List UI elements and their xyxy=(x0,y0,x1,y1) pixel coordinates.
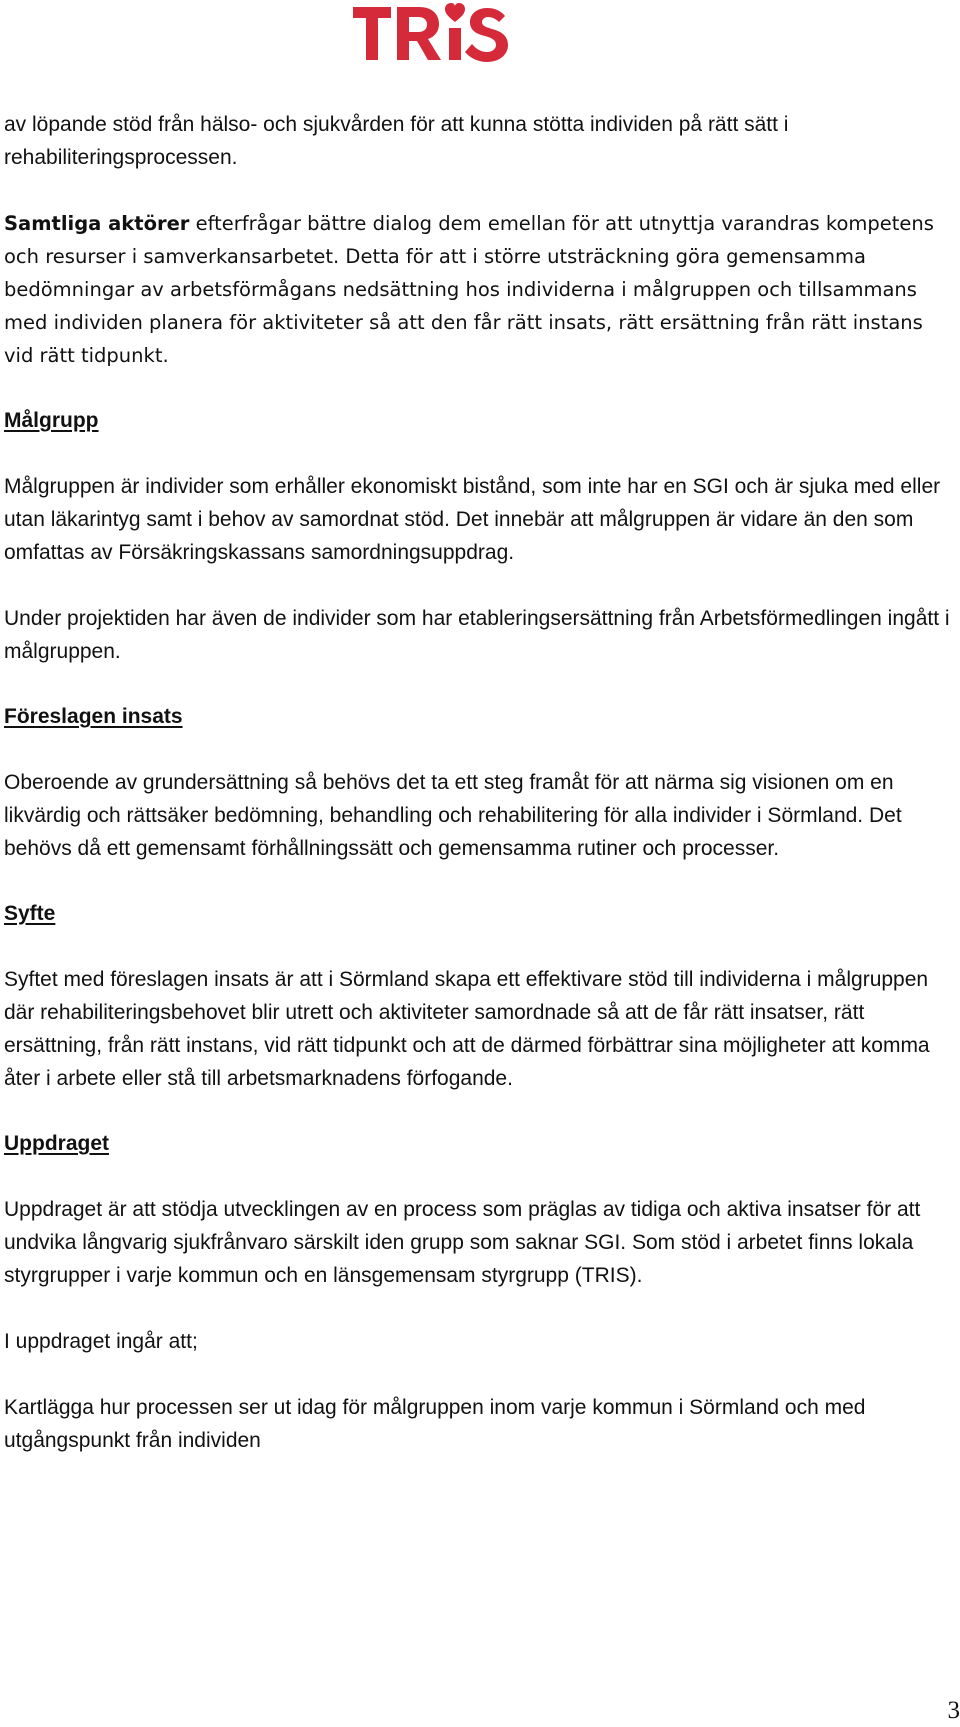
heading-foreslagen-insats: Föreslagen insats xyxy=(4,705,183,728)
paragraph-syfte: Syftet med föreslagen insats är att i Sörmland skapa ett effektivare stöd till individerna i målgruppen där rehabiliteringsbehovet blir utrett och aktiviteter samordnade så att de får rätt insatser, rätt ersättning, från rätt instans, vid rätt tidpunkt och att de därmed förbättrar sina möjligheter att komma åter i arbete eller stå till arbetsmarknadens förfogande. xyxy=(4,968,930,1090)
paragraph-aktorer-part1: efterfrågar bättre dialog dem emellan för att utnyttja varandras kompetens och resurser i samverkansarbetet. xyxy=(4,212,934,268)
page-number: 3 xyxy=(947,1697,960,1724)
paragraph-kartlagga: Kartlägga hur processen ser ut idag för målgruppen inom varje kommun i Sörmland och med utgångspunkt från individen xyxy=(4,1396,866,1452)
bold-lead: Samtliga aktörer xyxy=(4,212,190,235)
document-body xyxy=(4,108,954,1457)
paragraph-malgrupp: Målgruppen är individer som erhåller ekonomiskt bistånd, som inte har en SGI och är sjuka med eller utan läkarintyg samt i behov av samordnat stöd. Det innebär att målgruppen är vidare än den som omfattas av Försäkringskassans samordningsuppdrag. xyxy=(4,475,941,564)
tris-logo xyxy=(353,2,518,66)
heading-malgrupp: Målgrupp xyxy=(4,409,99,432)
paragraph-uppdraget: Uppdraget är att stödja utvecklingen av en process som präglas av tidiga och aktiva insatser för att undvika långvarig sjukfrånvaro särskilt iden grupp som saknar SGI. Som stöd i arbetet finns lokala styrgrupper i varje kommun och en länsgemensam styrgrupp (TRIS). xyxy=(4,1198,921,1287)
paragraph-foreslagen: Oberoende av grundersättning så behövs det ta ett steg framåt för att närma sig visionen om en likvärdig och rättsäker bedömning, behandling och rehabilitering för alla individer i Sörmland. Det behövs då ett gemensamt förhållningssätt och gemensamma rutiner och processer. xyxy=(4,771,902,860)
heading-syfte: Syfte xyxy=(4,902,56,925)
paragraph-ingar: I uppdraget ingår att; xyxy=(4,1330,198,1353)
paragraph-aktorer xyxy=(4,207,954,372)
heading-uppdraget: Uppdraget xyxy=(4,1132,109,1155)
paragraph-intro: av löpande stöd från hälso- och sjukvården för att kunna stötta individen på rätt sätt i rehabiliteringsprocessen. xyxy=(4,113,789,169)
paragraph-projekttid: Under projektiden har även de individer som har etableringsersättning från Arbetsförmedlingen ingått i målgruppen. xyxy=(4,607,950,663)
paragraph-aktorer-part2: Detta för att i större utsträckning göra gemensamma bedömningar av arbetsförmågans nedsättning hos individerna i målgruppen och tillsammans med individen planera för aktiviteter så att den får rätt insats, rätt ersättning från rätt instans vid rätt tidpunkt. xyxy=(4,245,923,367)
